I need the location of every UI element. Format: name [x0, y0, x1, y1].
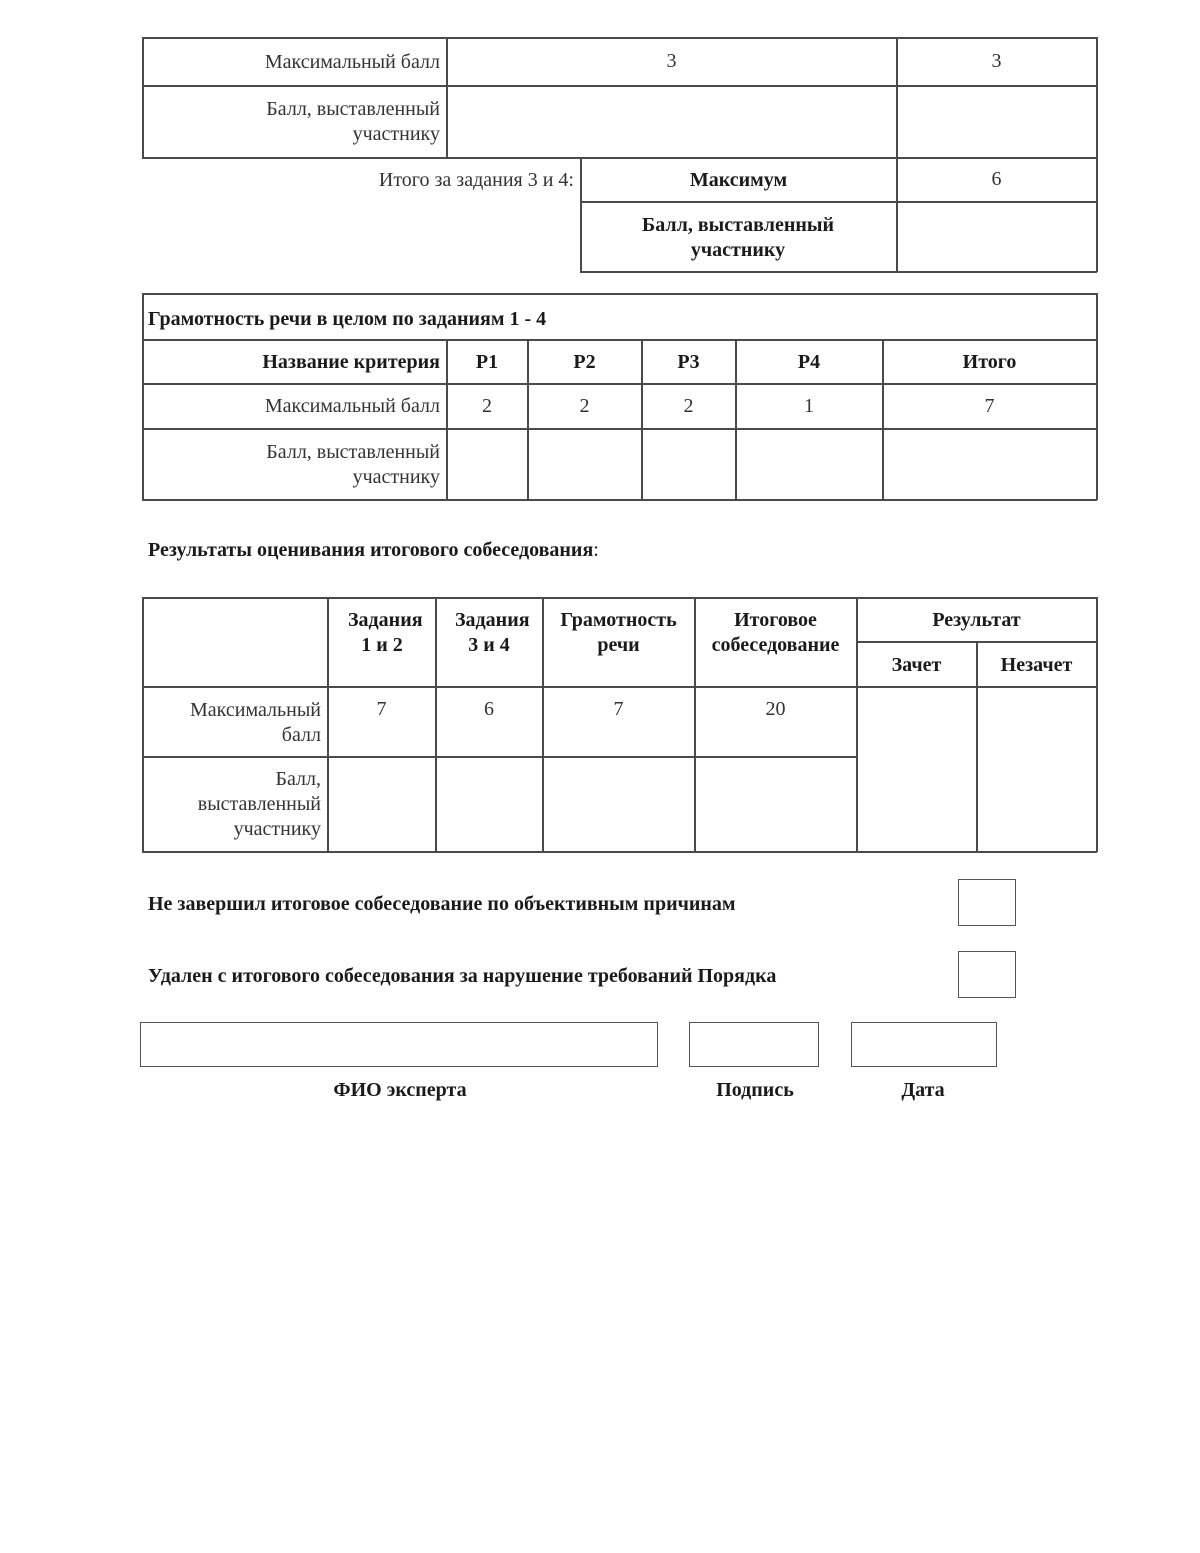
tasks34-max-task3: 3 — [666, 50, 677, 72]
results-col-total: Итоговое собеседование — [711, 609, 840, 656]
results-col-fail: Незачет — [1000, 654, 1073, 676]
tasks34-max-label: Максимальный балл — [264, 51, 440, 73]
results-heading-colon: : — [593, 539, 599, 561]
literacy-awarded-total-cell[interactable] — [883, 429, 1096, 499]
tasks34-awarded-task4-cell[interactable] — [897, 86, 1096, 157]
tasks34-max-value: 6 — [991, 168, 1002, 190]
removed-label: Удален с итогового собеседования за нарушение требований Порядка — [148, 965, 777, 987]
results-col-pass: Зачет — [891, 654, 942, 676]
results-awarded-tasks12-cell[interactable] — [328, 757, 435, 851]
literacy-awarded-label: Балл, выставленный участнику — [266, 441, 440, 488]
results-max-total: 20 — [765, 698, 786, 720]
literacy-col-p4: Р4 — [797, 351, 821, 373]
results-max-literacy: 7 — [613, 698, 624, 720]
date-field[interactable] — [851, 1022, 997, 1067]
results-awarded-tasks34-cell[interactable] — [436, 757, 542, 851]
literacy-awarded-p2-cell[interactable] — [528, 429, 641, 499]
results-heading-text: Результаты оценивания итогового собеседования — [148, 539, 594, 561]
date-label: Дата — [901, 1079, 945, 1101]
results-heading — [148, 538, 848, 563]
literacy-max-p1: 2 — [482, 395, 492, 417]
results-awarded-total-cell[interactable] — [695, 757, 856, 851]
results-max-tasks34: 6 — [484, 698, 494, 720]
results-col-tasks12: Задания 1 и 2 — [348, 609, 423, 656]
literacy-col-name: Название критерия — [262, 351, 440, 373]
not-completed-label: Не завершил итоговое собеседование по объективным причинам — [148, 893, 736, 915]
literacy-col-p1: Р1 — [475, 351, 499, 373]
results-col-literacy: Грамотность речи — [560, 609, 677, 656]
tasks34-total-awarded-cell[interactable] — [897, 202, 1096, 271]
literacy-max-p3: 2 — [683, 395, 694, 417]
literacy-awarded-p4-cell[interactable] — [736, 429, 882, 499]
results-awarded-label: Балл, выставленный участнику — [197, 768, 321, 840]
tasks34-max-task4: 3 — [991, 50, 1002, 72]
expert-name-field[interactable] — [140, 1022, 658, 1067]
results-max-label: Максимальный балл — [190, 699, 321, 746]
literacy-max-p4: 1 — [804, 395, 814, 417]
results-col-tasks34: Задания 3 и 4 — [455, 609, 530, 656]
results-fail-cell[interactable] — [977, 687, 1096, 851]
literacy-col-p2: Р2 — [573, 351, 596, 373]
literacy-title: Грамотность речи в целом по заданиям 1 - 4 — [148, 308, 547, 330]
tasks34-max-header: Максимум — [689, 169, 788, 191]
tasks34-total-label: Итого за задания 3 и 4: — [378, 169, 574, 191]
results-max-tasks12: 7 — [376, 698, 387, 720]
literacy-awarded-p3-cell[interactable] — [642, 429, 735, 499]
results-col-result: Результат — [932, 609, 1021, 631]
signature-field[interactable] — [689, 1022, 819, 1067]
removed-checkbox[interactable] — [958, 951, 1016, 998]
tasks34-awarded-label: Балл, выставленный участнику — [266, 98, 440, 145]
not-completed-checkbox[interactable] — [958, 879, 1016, 926]
signature-label: Подпись — [716, 1079, 794, 1101]
literacy-awarded-p1-cell[interactable] — [447, 429, 527, 499]
literacy-max-label: Максимальный балл — [264, 395, 440, 417]
expert-name-label: ФИО эксперта — [333, 1079, 467, 1101]
literacy-col-total: Итого — [962, 351, 1017, 373]
literacy-max-p2: 2 — [579, 395, 590, 417]
literacy-max-total: 7 — [984, 395, 995, 417]
tasks34-awarded-header: Балл, выставленный участнику — [641, 214, 835, 261]
literacy-col-p3: Р3 — [677, 351, 700, 373]
results-pass-cell[interactable] — [857, 687, 976, 851]
results-awarded-literacy-cell[interactable] — [543, 757, 694, 851]
tasks34-awarded-task3-cell[interactable] — [447, 86, 896, 157]
